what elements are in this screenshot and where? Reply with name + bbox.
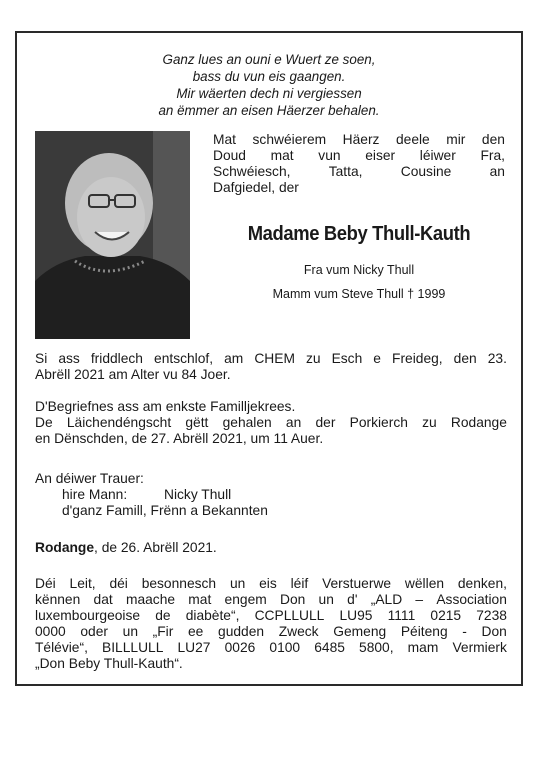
word: gudden bbox=[218, 624, 265, 639]
word: am bbox=[224, 351, 244, 366]
obituary-frame bbox=[15, 31, 523, 686]
funeral-line: D'Begriefnes ass am enkste Familljekrees. bbox=[35, 399, 296, 414]
word: Association bbox=[436, 592, 507, 607]
word: 5800, bbox=[359, 640, 394, 655]
word: Häerz bbox=[342, 132, 380, 147]
word: 0026 bbox=[224, 640, 256, 655]
word: oder bbox=[80, 624, 108, 639]
word: Si bbox=[35, 351, 48, 366]
word: luxembourgeoise bbox=[35, 608, 141, 623]
word: ass bbox=[58, 351, 80, 366]
word: un bbox=[122, 624, 138, 639]
donation-line bbox=[35, 608, 507, 624]
mourners bbox=[35, 471, 507, 519]
word: Esch bbox=[331, 351, 363, 366]
husband-label: hire Mann: bbox=[62, 487, 128, 502]
funeral-line bbox=[35, 415, 507, 431]
word: un bbox=[318, 592, 334, 607]
mourners-heading: An déiwer Trauer: bbox=[35, 471, 144, 486]
word: Vermierk bbox=[452, 640, 507, 655]
verse-line: Mir wäerten dech ni vergiessen bbox=[176, 86, 362, 101]
word: - bbox=[462, 624, 467, 639]
intro-line bbox=[213, 132, 505, 148]
donation-notice bbox=[35, 576, 507, 672]
word: CCPLLULL bbox=[254, 608, 325, 623]
word: dat bbox=[93, 592, 113, 607]
funeral-info bbox=[35, 399, 507, 447]
funeral-line: en Dënschden, de 27. Abrëll 2021, um 11 Auer. bbox=[35, 431, 324, 446]
word: LU95 bbox=[339, 608, 373, 623]
word: Doud bbox=[213, 148, 246, 163]
word: gëtt bbox=[185, 415, 209, 430]
mourner-others: d'ganz Famill, Frënn a Bekannten bbox=[62, 503, 268, 518]
word: Leit, bbox=[69, 576, 96, 591]
portrait-photo bbox=[35, 131, 190, 339]
word: deele bbox=[395, 132, 430, 147]
word: „Fir bbox=[152, 624, 174, 639]
word: léiwer bbox=[419, 148, 456, 163]
word: 23. bbox=[487, 351, 507, 366]
intro-line bbox=[213, 148, 505, 164]
verse-line: an ëmmer an eisen Häerzer behalen. bbox=[158, 103, 380, 118]
word: der bbox=[315, 415, 336, 430]
word: Déi bbox=[35, 576, 56, 591]
mourner-husband bbox=[35, 487, 507, 503]
portrait-illustration bbox=[35, 131, 190, 339]
place-date bbox=[35, 540, 507, 556]
word: mam bbox=[407, 640, 439, 655]
word: BILLLULL bbox=[102, 640, 164, 655]
word: engem bbox=[224, 592, 267, 607]
death-notice bbox=[35, 351, 507, 383]
word: Don bbox=[481, 624, 507, 639]
word: – bbox=[415, 592, 424, 607]
word: den bbox=[453, 351, 477, 366]
word: wëllen bbox=[404, 576, 445, 591]
word: eis bbox=[259, 576, 277, 591]
word: Don bbox=[279, 592, 306, 607]
word: ee bbox=[188, 624, 204, 639]
intro-line bbox=[213, 164, 505, 180]
place: Rodange bbox=[35, 540, 95, 555]
word: léif bbox=[290, 576, 309, 591]
word: mat bbox=[188, 592, 212, 607]
donation-line bbox=[35, 640, 507, 656]
word: Rodange bbox=[450, 415, 507, 430]
word: Cousine bbox=[400, 164, 452, 179]
word: vun bbox=[318, 148, 341, 163]
word: an bbox=[489, 164, 505, 179]
verse bbox=[17, 51, 521, 119]
word: CHEM bbox=[254, 351, 295, 366]
word: déi bbox=[109, 576, 128, 591]
word: Verstuerwe bbox=[322, 576, 392, 591]
word: den bbox=[481, 132, 505, 147]
word: Zweck bbox=[278, 624, 319, 639]
word: mir bbox=[446, 132, 466, 147]
word: LU27 bbox=[177, 640, 211, 655]
word: Schwéiesch, bbox=[213, 164, 291, 179]
word: mat bbox=[270, 148, 294, 163]
verse-line: bass du vun eis gaangen. bbox=[192, 69, 346, 84]
date: , de 26. Abrëll 2021. bbox=[94, 540, 217, 555]
word: friddlech bbox=[90, 351, 143, 366]
deceased-name: Madame Beby Thull-Kauth bbox=[247, 223, 471, 245]
word: entschlof, bbox=[154, 351, 214, 366]
relation-son: Mamm vum Steve Thull † 1999 bbox=[272, 287, 446, 301]
word: denken, bbox=[457, 576, 507, 591]
word: Péiteng bbox=[400, 624, 448, 639]
word: Läichendéngscht bbox=[66, 415, 172, 430]
word: De bbox=[35, 415, 53, 430]
word: 6485 bbox=[314, 640, 345, 655]
word: un bbox=[229, 576, 246, 591]
word: 0000 bbox=[35, 624, 66, 639]
donation-line-last: „Don Beby Thull-Kauth“. bbox=[35, 656, 183, 671]
notice-line bbox=[35, 351, 507, 367]
intro-text bbox=[213, 132, 505, 196]
word: de bbox=[155, 608, 171, 623]
word: besonnesch bbox=[141, 576, 217, 591]
donation-line bbox=[35, 592, 507, 608]
word: Porkierch bbox=[349, 415, 408, 430]
word: Gemeng bbox=[333, 624, 387, 639]
word: zu bbox=[422, 415, 437, 430]
word: 7238 bbox=[476, 608, 507, 623]
word: d' bbox=[347, 592, 358, 607]
intro-line-last: Dafgiedel, der bbox=[213, 180, 299, 195]
word: kënnen bbox=[35, 592, 81, 607]
husband-name: Nicky Thull bbox=[164, 487, 232, 502]
word: Fra, bbox=[480, 148, 505, 163]
verse-line: Ganz lues an ouni e Wuert ze soen, bbox=[162, 52, 376, 67]
notice-line-last: Abrëll 2021 am Alter vu 84 Joer. bbox=[35, 367, 231, 382]
word: Freideg, bbox=[392, 351, 443, 366]
word: 0215 bbox=[430, 608, 462, 623]
word: Mat bbox=[213, 132, 236, 147]
word: an bbox=[285, 415, 302, 430]
word: Tatta, bbox=[328, 164, 363, 179]
word: zu bbox=[305, 351, 321, 366]
donation-line bbox=[35, 576, 507, 592]
donation-line bbox=[35, 624, 507, 640]
word: schwéierem bbox=[252, 132, 327, 147]
word: gehalen bbox=[222, 415, 272, 430]
word: diabète“, bbox=[185, 608, 240, 623]
relation-husband: Fra vum Nicky Thull bbox=[303, 263, 415, 277]
word: e bbox=[373, 351, 381, 366]
word: 0100 bbox=[269, 640, 301, 655]
word: Télévie“, bbox=[35, 640, 88, 655]
word: „ALD bbox=[370, 592, 403, 607]
word: eiser bbox=[365, 148, 396, 163]
word: 1111 bbox=[387, 608, 416, 623]
word: maache bbox=[125, 592, 176, 607]
